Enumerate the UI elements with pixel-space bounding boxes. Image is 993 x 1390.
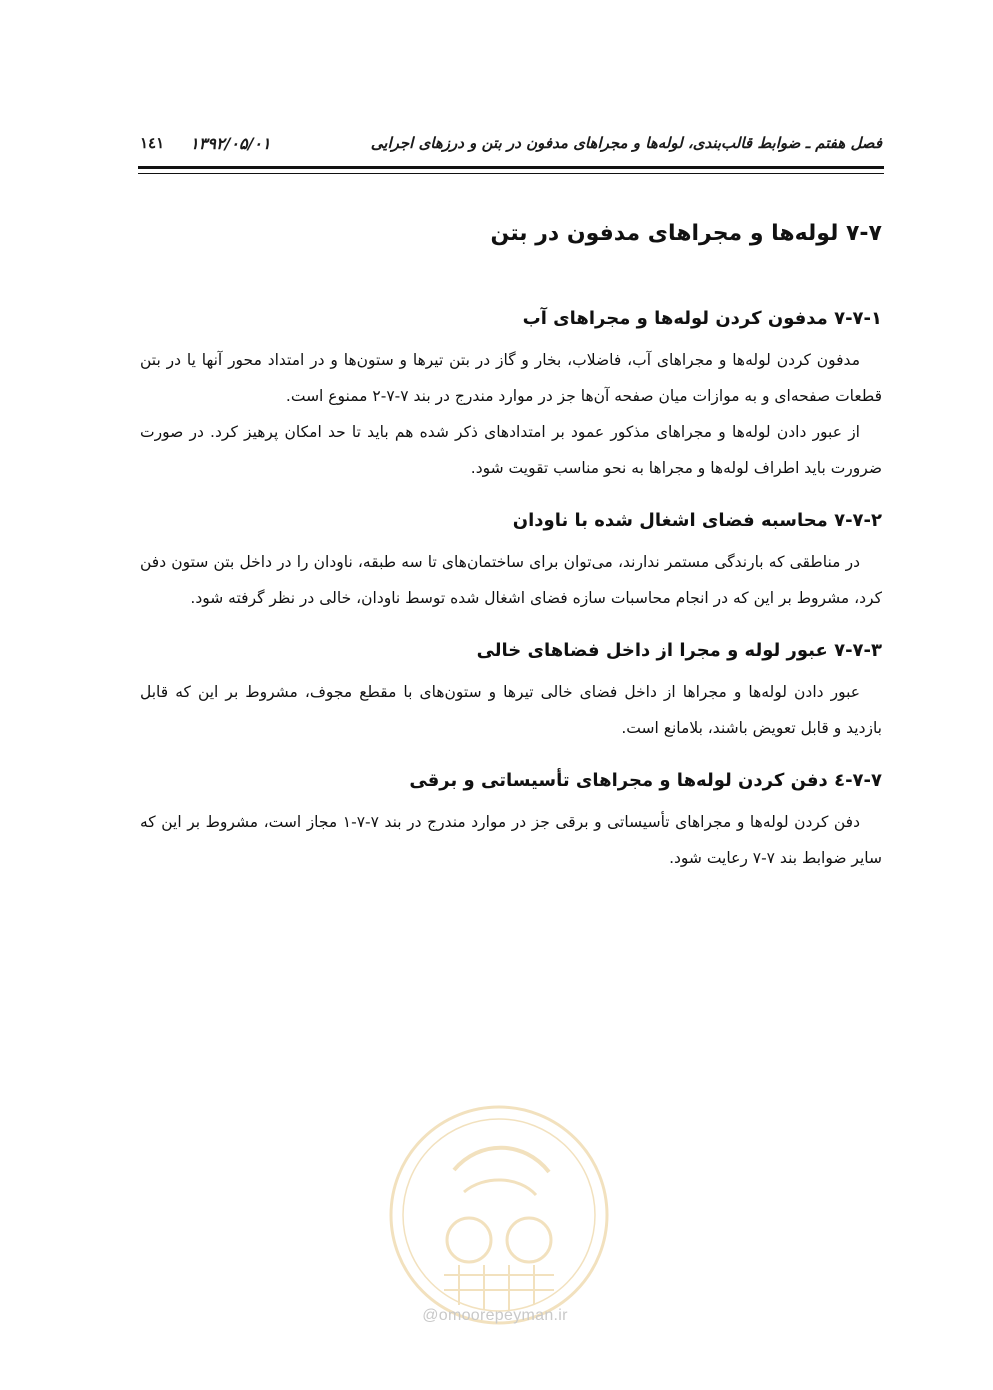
- section-paragraph: دفن کردن لوله‌ها و مجراهای تأسیساتی و برقی جز در موارد مندرج در بند ۷-۷-۱ مجاز است، مشروط بر این که سایر ضوابط بند ۷-۷ رعایت شود.: [140, 813, 882, 867]
- page-content: [140, 210, 882, 894]
- section-heading: ۷-۷-۲ محاسبه فضای اشغال شده با ناودان: [512, 510, 882, 531]
- section-7-7-2: [140, 504, 882, 616]
- section-7-7-4: [140, 764, 882, 876]
- section-7-7-1: [140, 302, 882, 486]
- running-header: [140, 128, 882, 158]
- section-paragraph: مدفون کردن لوله‌ها و مجراهای آب، فاضلاب، بخار و گاز در بتن تیرها و ستون‌ها و در امتداد محور آنها یا در بتن قطعات صفحه‌ای و به موازات میان صفحه آن‌ها جز در موارد مندرج در بند ۷-۷-۲ ممنوع است.: [140, 351, 882, 405]
- section-paragraph: از عبور دادن لوله‌ها و مجراهای مذکور عمود بر امتدادهای ذکر شده هم باید تا حد امکان پرهیز کرد. در صورت ضرورت باید اطراف لوله‌ها و مجراها به نحو مناسب تقویت شود.: [140, 423, 882, 477]
- section-heading: ۷-۷-۳ عبور لوله و مجرا از داخل فضاهای خالی: [476, 640, 882, 661]
- watermark-gear-icon: [507, 1218, 551, 1262]
- header-rule-thin: [138, 173, 884, 174]
- chapter-heading: ۷-۷ لوله‌ها و مجراهای مدفون در بتن: [490, 221, 882, 246]
- watermark-text: @omoorepeyman.ir: [422, 1307, 568, 1324]
- watermark-gear-icon: [447, 1218, 491, 1262]
- header-date: ۱۳۹۲/۰۵/۰۱: [190, 133, 271, 153]
- section-paragraph: عبور دادن لوله‌ها و مجراها از داخل فضای خالی تیرها و ستون‌های با مقطع مجوف، مشروط بر این که قابل بازدید و قابل تعویض باشند، بلامانع است.: [140, 683, 882, 737]
- header-page-number: ۱٤۱: [140, 134, 165, 152]
- header-meta: [140, 134, 271, 153]
- header-rule-thick: [138, 166, 884, 169]
- watermark-script-stroke: [464, 1180, 536, 1195]
- section-paragraph: در مناطقی که بارندگی مستمر ندارند، می‌توان برای ساختمان‌های تا سه طبقه، ناودان را در داخل بتن ستون دفن کرد، مشروط بر این که در انجام محاسبات سازه فضای اشغال شده توسط ناودان، خالی در نظر گرفته شود.: [140, 553, 882, 607]
- section-heading: ۷-۷-۱ مدفون کردن لوله‌ها و مجراهای آب: [522, 308, 882, 329]
- section-7-7-3: [140, 634, 882, 746]
- section-heading: ۷-۷-٤ دفن کردن لوله‌ها و مجراهای تأسیساتی و برقی: [409, 770, 882, 791]
- watermark-script-stroke: [454, 1148, 549, 1172]
- header-chapter-title: فصل هفتم ـ ضوابط قالب‌بندی، لوله‌ها و مجراهای مدفون در بتن و درزهای اجرایی: [370, 134, 882, 152]
- watermark-logo: [384, 1100, 614, 1330]
